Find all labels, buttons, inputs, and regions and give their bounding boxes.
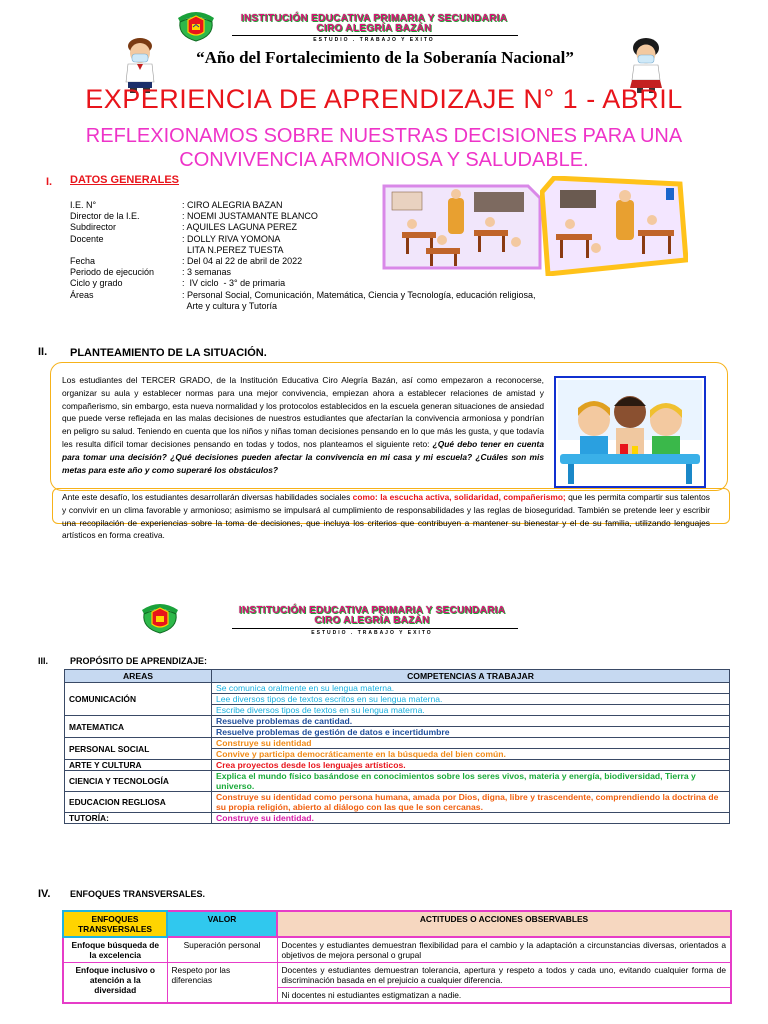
competencia-cell: Escribe diversos tipos de textos en su lengua materna. [212, 705, 730, 716]
datos-key: Ciclo y grado [70, 278, 123, 289]
datos-key: Fecha [70, 256, 96, 267]
situation-paragraph [62, 374, 544, 476]
datos-value: : AQUILES LAGUNA PEREZ [182, 222, 298, 233]
header-rule [232, 628, 518, 629]
datos-key: Subdirector [70, 222, 117, 233]
situation-text-1: Los estudiantes del TERCER GRADO, de la Institución Educativa Ciro Alegría Bazán, así como empezaron a reconocerse, organizar su aula y establecer normas para una mejor convivencia, empiezan ahora a establecer relaciones de amistad y compañerismo, sin embargo, esta nueva normalidad y los protocolos establecidos en la escuela generan situaciones de ansiedad que puede verse reflejada en las malas decisiones de nuestros estudiantes que afectarían la convivencia armoniosa y pondrían en peligro su salud. [62, 375, 544, 437]
competencia-cell: Construye su identidad como persona humana, amada por Dios, digna, libre y trascendente, comprendiendo la doctrina de su propia religión, abierto al diálogo con las que le son cercanas. [212, 792, 730, 813]
table-row [65, 813, 730, 824]
datos-key: Director de la I.E. [70, 211, 140, 222]
competencia-cell: Crea proyectos desde los lenguajes artísticos. [212, 760, 730, 771]
datos-key: I.E. N° [70, 200, 97, 210]
year-name: “Año del Fortalecimiento de la Soberanía Nacional” [196, 48, 574, 67]
situation-challenge: ¿Qué debo tener en cuenta para tomar una decisión? ¿Qué decisiones pueden afectar la convivencia en mi casa y mi escuela? ¿Cuáles son mis metas para este año y como superaré los obstáculos? [62, 438, 544, 475]
school-name-line2: CIRO ALEGRÍA BAZÁN [314, 615, 430, 626]
situation-text-2: Teniendo en cuenta que los niños y niñas toman decisiones pensando en lo que más les gusta, y que todavía les resulta difícil tomar decisiones pensando en todas y todos, nos planteamos el siguiente reto: [62, 426, 544, 449]
valor-cell: Superación personal [167, 937, 277, 963]
table-row [65, 792, 730, 813]
datos-value: Arte y cultura y Tutoría [182, 300, 278, 311]
section-number: II. [38, 346, 48, 358]
section-number: I. [46, 176, 53, 188]
acciones-cell [277, 937, 731, 963]
situation-paragraph-3 [62, 491, 710, 542]
col-areas: AREAS [65, 670, 212, 683]
datos-value: : Del 04 al 22 de abril de 2022 [182, 256, 303, 267]
datos-value: : NOEMI JUSTAMANTE BLANCO [182, 211, 318, 222]
area-cell: MATEMATICA [65, 716, 212, 738]
section-title-planteamiento: PLANTEAMIENTO DE LA SITUACIÓN. [70, 347, 267, 359]
accion-text: Docentes y estudiantes demuestran flexibilidad para el cambio y la adaptación a circunstancias diversas, orientados a objetivos de mejora personal o grupal [281, 940, 726, 960]
datos-value: : CIRO ALEGRIA BAZAN [182, 200, 283, 210]
datos-row [70, 290, 550, 301]
competencia-cell: Explica el mundo físico basándose en conocimientos sobre los seres vivos, materia y energía, biodiversidad, Tierra y universo. [212, 771, 730, 792]
situation-text-3b: que les permita compartir sus talentos y convivir en un clima favorable y armonioso; asimismo se impulsará al cumplimiento de responsabilidades y las reglas de bioseguridad. También se pretende leer y escribir una recopilación de experiencias sobre la toma de decisiones, que incluya los criterios que contribuyen a mantener su bienestar y el de su familia, utilizando lenguajes artísticos en forma creativa. [62, 492, 710, 541]
accion-text: Ni docentes ni estudiantes estigmatizan a nadie. [278, 987, 731, 1002]
section-title-proposito: PROPÓSITO DE APRENDIZAJE: [70, 656, 208, 666]
header [0, 0, 768, 180]
competencia-cell: Construye su identidad [212, 738, 730, 749]
col-enfoques: ENFOQUES TRANSVERSALES [63, 911, 167, 937]
col-acciones: ACTITUDES O ACCIONES OBSERVABLES [277, 911, 731, 937]
datos-value: : DOLLY RIVA YOMONA [182, 233, 281, 244]
datos-key: Docente [70, 233, 104, 244]
table-row [65, 738, 730, 749]
competencia-cell: Construye su identidad. [212, 813, 730, 824]
header-rule [232, 35, 518, 36]
col-valor: VALOR [167, 911, 277, 937]
enfoque-cell: Enfoque inclusivo o atención a la diversidad [63, 963, 167, 1004]
table-row [63, 963, 731, 1004]
datos-value: : IV ciclo - 3° de primaria [182, 278, 286, 289]
datos-key: Áreas [70, 289, 94, 300]
competencia-cell: Se comunica oralmente en su lengua materna. [212, 683, 730, 694]
table-row [63, 937, 731, 963]
experience-title: EXPERIENCIA DE APRENDIZAJE N° 1 - ABRIL [85, 84, 683, 114]
table-row [65, 683, 730, 694]
valor-cell: Respeto por las diferencias [167, 963, 277, 1004]
datos-value: LITA N.PEREZ TUESTA [182, 244, 284, 255]
competencia-cell: Resuelve problemas de gestión de datos e incertidumbre [212, 727, 730, 738]
area-cell: TUTORÍA: [65, 813, 212, 824]
school-crest-icon [140, 600, 180, 634]
school-crest-icon [176, 8, 216, 42]
section-title-enfoques: ENFOQUES TRANSVERSALES. [70, 889, 206, 899]
enfoque-cell: Enfoque búsqueda de la excelencia [63, 937, 167, 963]
school-name-line1: INSTITUCIÓN EDUCATIVA PRIMARIA Y SECUNDARIA [238, 605, 506, 616]
competencia-cell: Resuelve problemas de cantidad. [212, 716, 730, 727]
area-cell: COMUNICACIÓN [65, 683, 212, 716]
situation-skills: como: la escucha activa, solidaridad, compañerismo; [352, 492, 566, 502]
acciones-cell [277, 963, 731, 1004]
school-motto: ESTUDIO . TRABAJO Y EXITO [313, 37, 435, 43]
table-row [65, 760, 730, 771]
area-cell: CIENCIA Y TECNOLOGÍA [65, 771, 212, 792]
experience-subtitle-line2: CONVIVENCIA ARMONIOSA Y SALUDABLE. [179, 149, 589, 171]
experience-subtitle-line1: REFLEXIONAMOS SOBRE NUESTRAS DECISIONES PARA UNA [85, 125, 683, 147]
datos-value: : Personal Social, Comunicación, Matemática, Ciencia y Tecnología, educación religiosa, [182, 289, 536, 300]
section-number: III. [38, 656, 49, 666]
table-row [65, 716, 730, 727]
accion-text: Docentes y estudiantes demuestran tolerancia, apertura y respeto a todos y cada uno, evitando cualquier forma de discriminación basada en el prejuicio a cualquier diferencia. [281, 965, 726, 985]
school-name-line2: CIRO ALEGRÍA BAZÁN [316, 23, 432, 34]
section-title-datos: DATOS GENERALES [70, 174, 179, 186]
col-competencias: COMPETENCIAS A TRABAJAR [212, 670, 730, 683]
classroom-illustration [540, 176, 688, 276]
school-motto: ESTUDIO . TRABAJO Y EXITO [311, 630, 433, 636]
enfoques-table [62, 910, 732, 1004]
section-number: IV. [38, 888, 51, 900]
children-at-table-illustration [554, 376, 706, 488]
datos-row [70, 278, 550, 289]
datos-value: : 3 semanas [182, 267, 232, 278]
table-row [65, 771, 730, 792]
competencias-table [64, 669, 730, 824]
area-cell: ARTE Y CULTURA [65, 760, 212, 771]
classroom-illustration [382, 184, 542, 270]
competencia-cell: Convive y participa democráticamente en la búsqueda del bien común. [212, 749, 730, 760]
school-name-line1: INSTITUCIÓN EDUCATIVA PRIMARIA Y SECUNDARIA [240, 13, 508, 24]
situation-text-3a: Ante este desafío, los estudiantes desarrollarán diversas habilidades sociales [62, 492, 353, 502]
area-cell: PERSONAL SOCIAL [65, 738, 212, 760]
area-cell: EDUCACION REGLIOSA [65, 792, 212, 813]
datos-key: Periodo de ejecución [70, 267, 155, 278]
datos-row [70, 301, 550, 312]
competencia-cell: Lee diversos tipos de textos escritos en su lengua materna. [212, 694, 730, 705]
